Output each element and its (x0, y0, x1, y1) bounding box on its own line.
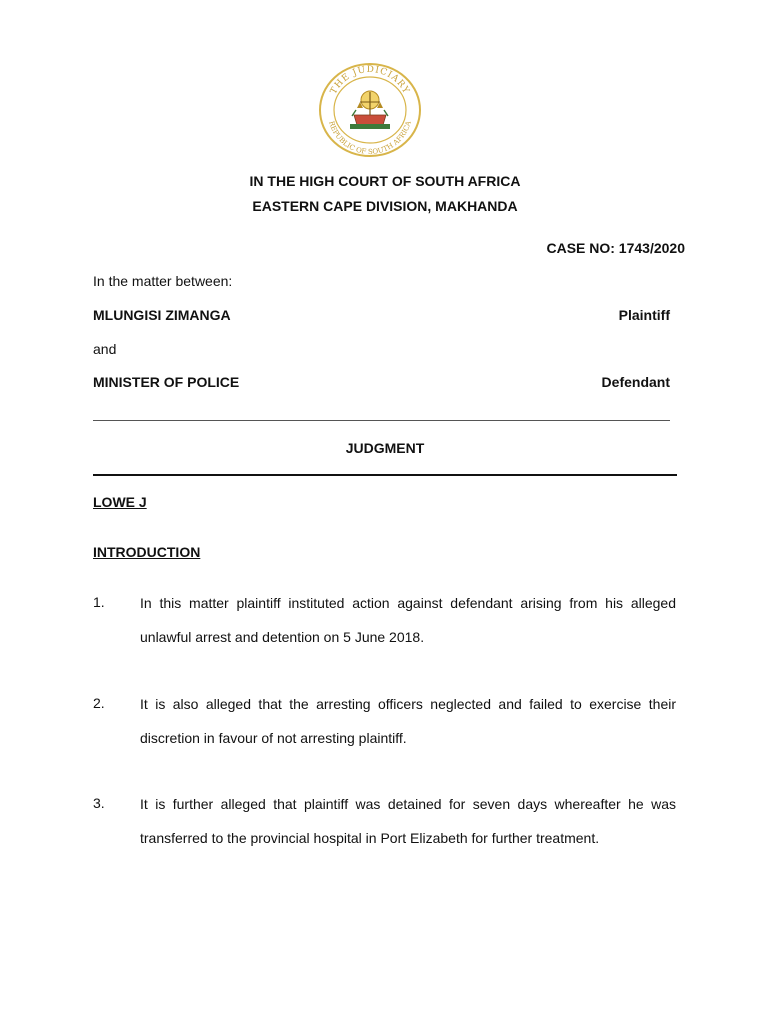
court-name: IN THE HIGH COURT OF SOUTH AFRICA (249, 173, 521, 189)
conjunction-and: and (93, 341, 117, 357)
matter-between-label: In the matter between: (93, 273, 233, 289)
paragraph-number: 1. (93, 594, 105, 610)
paragraph-number: 3. (93, 795, 105, 811)
paragraph-text: It is also alleged that the arresting officers neglected and failed to exercise their discretion in favour of not arresting plaintiff. (140, 696, 676, 746)
judgment-title: JUDGMENT (345, 440, 425, 456)
svg-text:THE JUDICIARY: THE JUDICIARY (328, 64, 412, 97)
paragraph-number: 2. (93, 695, 105, 711)
paragraph-text: In this matter plaintiff instituted action against defendant arising from his alleged unlawful arrest and detention on 5 June 2018. (140, 595, 676, 645)
paragraph-text: It is further alleged that plaintiff was detained for seven days whereafter he was transferred to the provincial hospital in Port Elizabeth for further treatment. (140, 796, 676, 846)
svg-text:REPUBLIC OF SOUTH AFRICA: REPUBLIC OF SOUTH AFRICA (327, 120, 413, 157)
section-heading: INTRODUCTION (93, 544, 201, 560)
court-division: EASTERN CAPE DIVISION, MAKHANDA (252, 198, 518, 214)
judge-name: LOWE J (93, 494, 147, 510)
plaintiff-name: MLUNGISI ZIMANGA (93, 307, 231, 323)
judiciary-seal-icon (316, 60, 424, 160)
separator-line (93, 410, 670, 421)
heading-rule (93, 474, 677, 476)
case-number: CASE NO: 1743/2020 (546, 240, 685, 256)
defendant-role: Defendant (601, 374, 670, 390)
plaintiff-role: Plaintiff (618, 307, 670, 323)
defendant-name: MINISTER OF POLICE (93, 374, 240, 390)
